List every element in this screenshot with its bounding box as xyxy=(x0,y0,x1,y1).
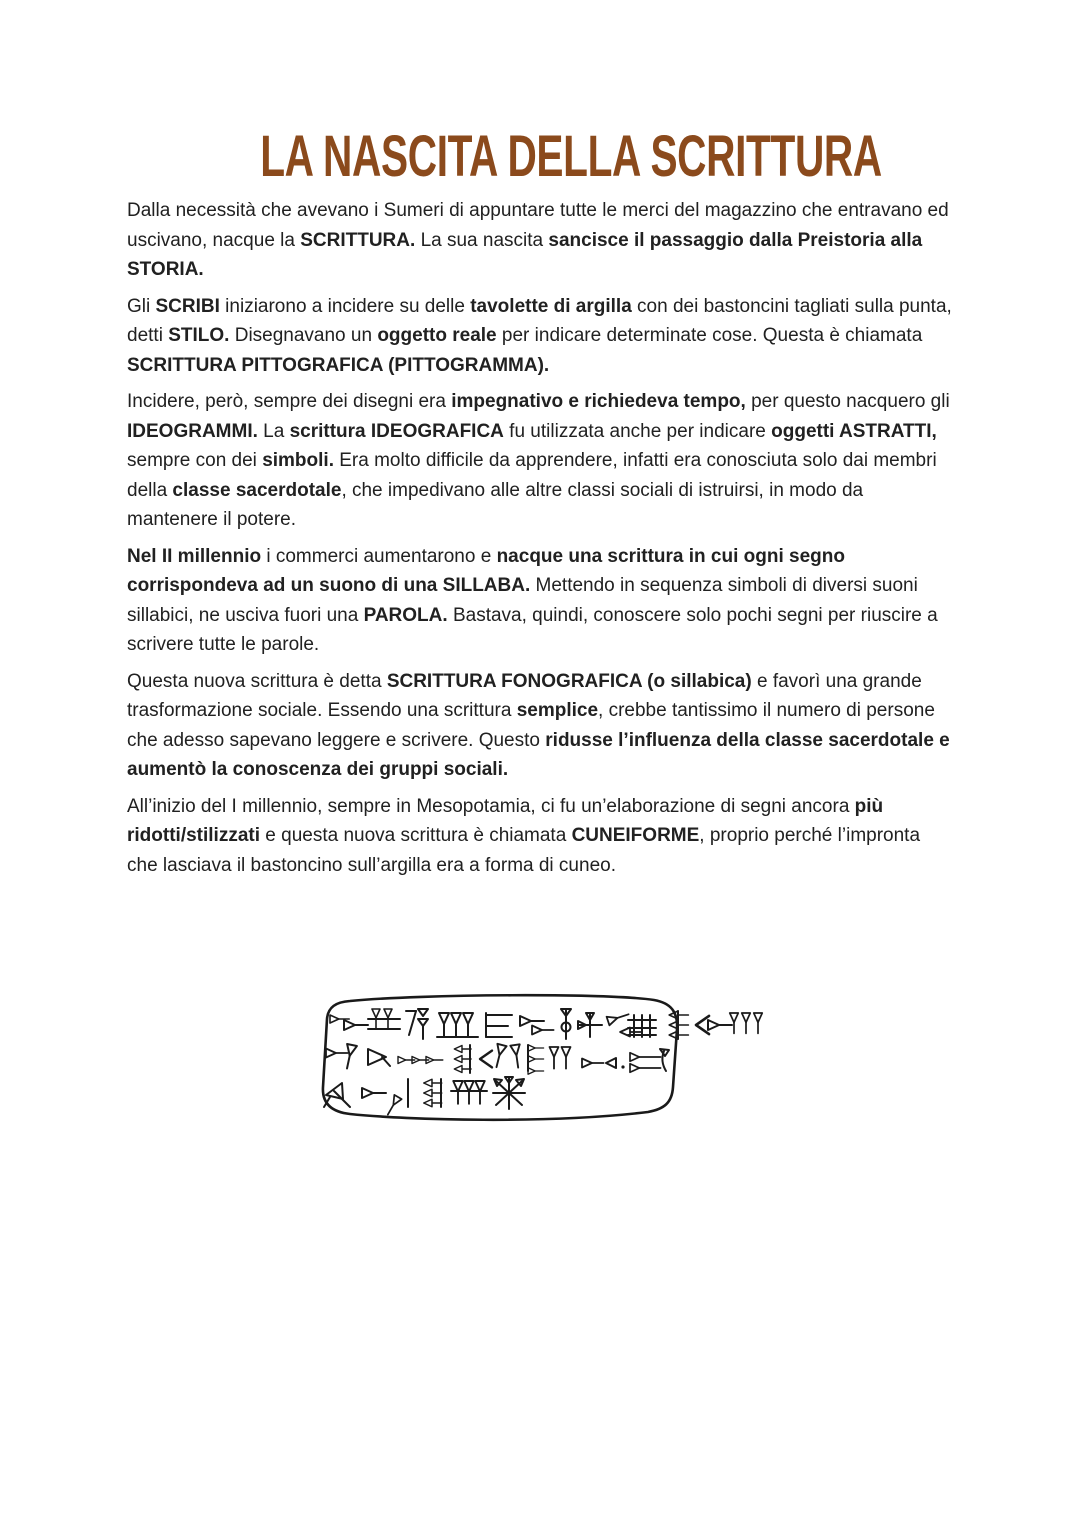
bold-run: oggetto reale xyxy=(377,325,497,346)
bold-run: ridusse l’influenza della classe sacerdotale e aumentò la conoscenza dei gruppi sociali. xyxy=(127,729,950,780)
text-run: Dalla necessità che avevano i Sumeri di appuntare tutte le merci del magazzino che entravano ed uscivano, nacque la xyxy=(127,200,949,251)
text-run: fu utilizzata anche per indicare xyxy=(503,420,772,442)
text-run: iniziarono a incidere su delle xyxy=(219,295,471,317)
bold-run: scrittura IDEOGRAFICA xyxy=(289,420,504,442)
bold-run: simboli. xyxy=(262,450,334,471)
paragraph-3 xyxy=(127,387,953,535)
bold-run: SCRITTURA. xyxy=(300,229,416,251)
bold-run: sancisce il passaggio dalla Preistoria alla STORIA. xyxy=(127,229,923,280)
text-run: sempre con dei xyxy=(127,450,263,471)
text-run: i commerci aumentarono e xyxy=(261,545,497,567)
text-run: La xyxy=(257,420,290,442)
text-run: Incidere, però, sempre dei disegni era xyxy=(127,391,452,412)
text-run: per questo nacquero gli xyxy=(745,391,950,412)
text-run: Disegnavano un xyxy=(229,325,378,346)
text-run: , crebbe tantissimo il numero di persone che adesso sapevano leggere e scrivere. Questo xyxy=(127,700,935,751)
bold-run: SCRITTURA PITTOGRAFICA (PITTOGRAMMA). xyxy=(127,354,550,376)
text-run: Era molto difficile da apprendere, infatti era conosciuta solo dai membri della xyxy=(127,450,937,501)
text-run: Gli xyxy=(127,295,156,317)
text-run: Mettendo in sequenza simboli di diversi suoni sillabici, ne usciva fuori una xyxy=(127,575,918,626)
page-title-text: LA NASCITA DELLA SCRITTURA xyxy=(260,124,882,189)
cuneiform-row-2 xyxy=(326,1044,669,1074)
bold-run: tavolette di argilla xyxy=(470,295,632,317)
document-page xyxy=(0,124,1080,1525)
bold-run: PAROLA. xyxy=(363,604,448,626)
paragraph-6 xyxy=(127,792,953,881)
page-title xyxy=(127,124,953,189)
paragraph-5 xyxy=(127,667,953,785)
bold-run: CUNEIFORME xyxy=(571,825,700,846)
text-run: e favorì una grande trasformazione sociale. Essendo una scrittura xyxy=(127,670,922,721)
paragraph-1 xyxy=(127,196,953,285)
bold-run: classe sacerdotale xyxy=(172,479,342,501)
text-run: Bastava, quindi, conoscere solo pochi segni per riuscire a scrivere tutte le parole. xyxy=(127,604,938,655)
text-run: La sua nascita xyxy=(415,229,549,251)
text-run: con dei bastoncini tagliati sulla punta, detti xyxy=(127,295,952,346)
bold-run: SCRITTURA FONOGRAFICA (o sillabica) xyxy=(386,670,752,692)
paragraph-2 xyxy=(127,292,953,381)
bold-run: Nel II millennio xyxy=(127,545,262,567)
cuneiform-tablet-figure xyxy=(310,987,770,1127)
cuneiform-row-1 xyxy=(330,1009,762,1039)
document-body xyxy=(127,196,953,880)
bold-run: nacque una scrittura in cui ogni segno corrispondeva ad un suono di una SILLABA. xyxy=(127,545,845,596)
text-run: , proprio perché l’impronta che lasciava il bastoncino sull’argilla era a forma di cuneo. xyxy=(127,825,921,876)
bold-run: semplice xyxy=(516,700,599,721)
bold-run: STILO. xyxy=(168,325,230,346)
bold-run: IDEOGRAMMI. xyxy=(127,420,258,442)
cuneiform-tablet-illustration xyxy=(310,987,770,1127)
text-run: per indicare determinate cose. Questa è chiamata xyxy=(496,325,923,346)
bold-run: SCRIBI xyxy=(155,295,220,317)
text-run: Questa nuova scrittura è detta xyxy=(127,670,387,692)
paragraph-4 xyxy=(127,542,953,660)
bold-run: oggetti ASTRATTI, xyxy=(771,420,937,442)
bold-run: più ridotti/stilizzati xyxy=(127,795,884,846)
text-run: e questa nuova scrittura è chiamata xyxy=(260,825,572,846)
bold-run: impegnativo e richiedeva tempo, xyxy=(451,391,746,412)
text-run: All’inizio del I millennio, sempre in Mesopotamia, ci fu un’elaborazione di segni ancora xyxy=(127,795,855,817)
cuneiform-row-3 xyxy=(324,1077,525,1117)
text-run: , che impedivano alle altre classi sociali di istruirsi, in modo da mantenere il potere. xyxy=(127,479,864,530)
